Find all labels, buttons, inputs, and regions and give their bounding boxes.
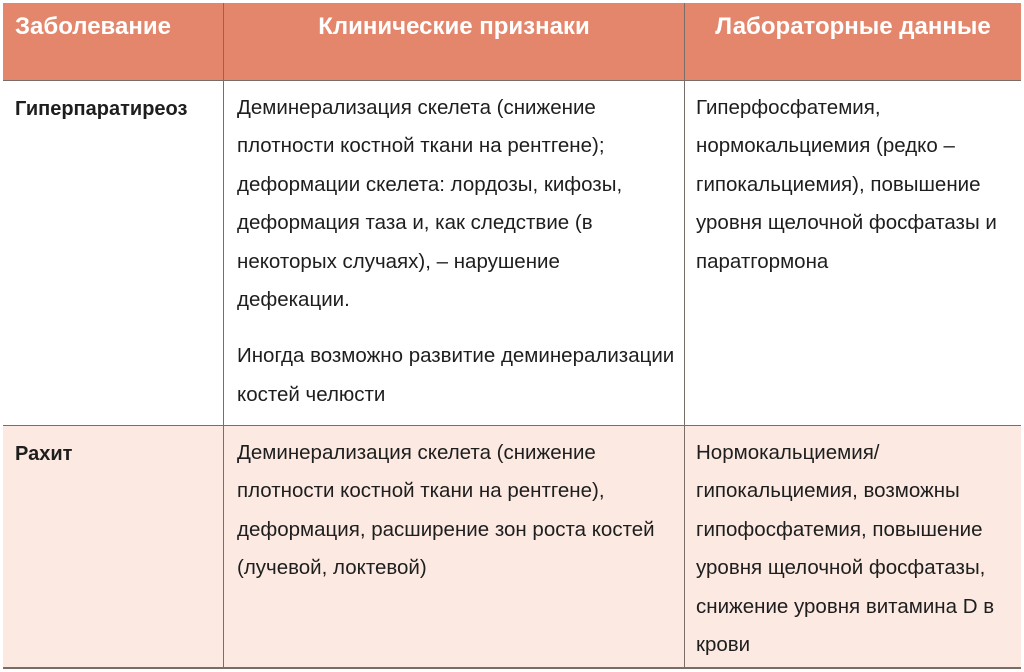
- row-1-clinical-paragraph-1: Деминерализация скелета (снижение плотности костной ткани на рентгене); деформации скелета: лордозы, кифозы, деформация таза и, как следствие (в некоторых случаях), – нарушение дефекации.: [237, 96, 623, 312]
- row-1-lab: Гиперфосфатемия, нормокальциемия (редко – гипокальциемия), повышение уровня щелочной фосфатазы и паратгормона: [685, 81, 1021, 425]
- row-1-disease: Гиперпаратиреоз: [3, 81, 223, 425]
- row-2-lab: Нормокальциемия/ гипокальциемия, возможны гипофосфатемия, повышение уровня щелочной фосфатазы, снижение уровня витамина D в крови: [685, 426, 1021, 667]
- row-2-clinical: [224, 426, 684, 667]
- header-disease: Заболевание: [3, 3, 223, 80]
- header-clinical-signs: Клинические признаки: [224, 3, 684, 80]
- row-2-clinical-paragraph-1: Деминерализация скелета (снижение плотности костной ткани на рентгене), деформация, расширение зон роста костей (лучевой, локтевой): [237, 441, 655, 580]
- row-2-disease: Рахит: [3, 426, 223, 667]
- row-1-clinical-paragraph-2: Иногда возможно развитие деминерализации костей челюсти: [237, 344, 675, 406]
- row-1-clinical: [224, 81, 684, 425]
- header-lab-data: Лабораторные данные: [685, 3, 1021, 80]
- disease-table: [3, 3, 1021, 669]
